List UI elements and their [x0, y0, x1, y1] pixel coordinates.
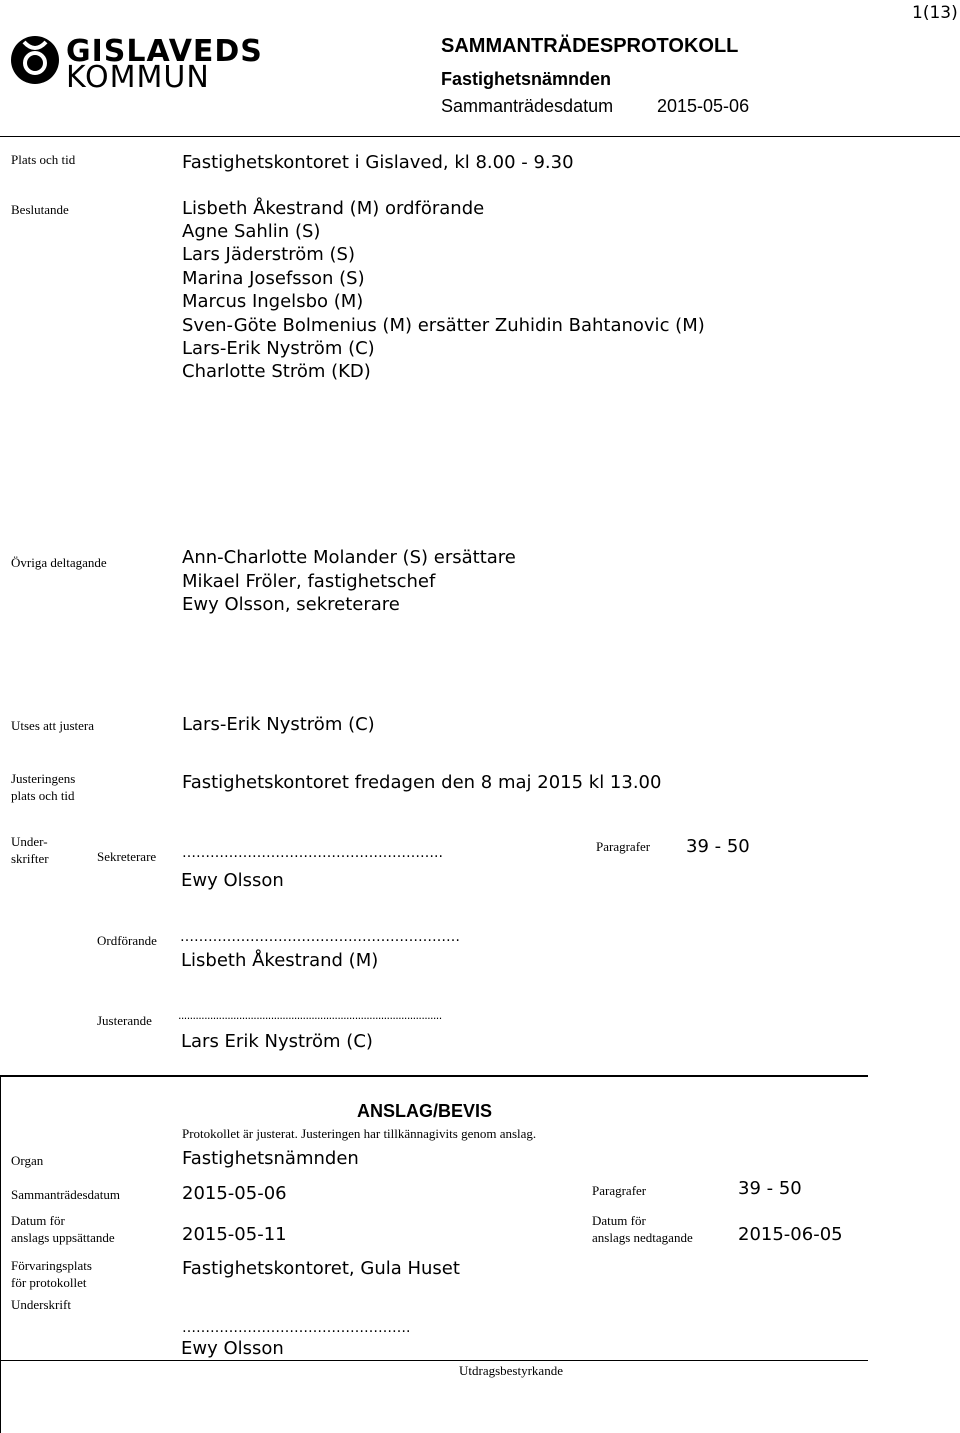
removed-value: 2015-06-05	[738, 1224, 843, 1245]
deciding-member: Lars Jäderström (S)	[182, 244, 355, 265]
organ-label: Organ	[11, 1153, 44, 1168]
deciding-member: Charlotte Ström (KD)	[182, 361, 371, 382]
adjust-place-value: Fastighetskontoret fredagen den 8 maj 2015 kl 13.00	[182, 772, 662, 793]
adjuster-sign-label: Justerande	[97, 1013, 152, 1028]
notice-top-border	[0, 1075, 868, 1077]
certified-label: Utdragsbestyrkande	[459, 1363, 563, 1378]
meeting-date-label: Sammanträdesdatum	[441, 96, 614, 116]
notice-bottom-rule	[0, 1360, 868, 1361]
adjust-place-label-2: plats och tid	[11, 788, 75, 803]
other-participant: Mikael Fröler, fastighetschef	[182, 571, 436, 592]
logo-line-1: GISLAVEDS	[66, 34, 263, 69]
page-number: 1(13)	[912, 3, 958, 23]
deciding-member: Marina Josefsson (S)	[182, 268, 365, 289]
paragraphs-value: 39 - 50	[686, 836, 750, 857]
adjuster-label: Utses att justera	[11, 718, 95, 733]
organ-value: Fastighetsnämnden	[182, 1148, 359, 1169]
paragraphs-label: Paragrafer	[596, 839, 651, 854]
deciding-member: Sven-Göte Bolmenius (M) ersätter Zuhidin Bahtanovic (M)	[182, 315, 705, 336]
deciding-member: Lisbeth Åkestrand (M) ordförande	[182, 198, 485, 219]
committee-name: Fastighetsnämnden	[441, 69, 612, 89]
secretary-signature-line: ………………………………………………..	[182, 845, 443, 861]
notice-signature-label: Underskrift	[11, 1297, 71, 1312]
storage-label-1: Förvaringsplats	[11, 1258, 92, 1273]
meeting-date-value: 2015-05-06	[657, 96, 750, 116]
removed-label-1: Datum för	[592, 1213, 646, 1228]
notice-date-value: 2015-05-06	[182, 1183, 287, 1204]
others-label: Övriga deltagande	[11, 555, 107, 570]
notice-left-border	[0, 1075, 1, 1433]
chair-label: Ordförande	[97, 933, 157, 948]
posted-label-2: anslags uppsättande	[11, 1230, 115, 1245]
signatures-label-1: Under-	[11, 834, 48, 849]
adjuster-value: Lars-Erik Nyström (C)	[182, 714, 375, 735]
header-divider	[0, 136, 960, 137]
chair-name: Lisbeth Åkestrand (M)	[181, 950, 379, 971]
gislaved-emblem-icon	[10, 32, 60, 88]
deciding-member: Lars-Erik Nyström (C)	[182, 338, 375, 359]
document-type: SAMMANTRÄDESPROTOKOLL	[441, 35, 739, 57]
other-participant: Ewy Olsson, sekreterare	[182, 594, 400, 615]
notice-signature-name: Ewy Olsson	[181, 1338, 284, 1359]
notice-signature-line: ………………………………………….	[182, 1320, 411, 1336]
chair-signature-line: ……………………………………………………	[180, 929, 460, 945]
place-value: Fastighetskontoret i Gislaved, kl 8.00 - 9.30	[182, 152, 574, 173]
notice-paragraphs-value: 39 - 50	[738, 1178, 802, 1199]
notice-paragraphs-label: Paragrafer	[592, 1183, 647, 1198]
posted-label-1: Datum för	[11, 1213, 65, 1228]
posted-value: 2015-05-11	[182, 1224, 287, 1245]
place-label: Plats och tid	[11, 152, 76, 167]
logo	[10, 32, 263, 95]
removed-label-2: anslags nedtagande	[592, 1230, 693, 1245]
notice-statement: Protokollet är justerat. Justeringen har tillkännagivits genom anslag.	[182, 1126, 537, 1141]
notice-date-label: Sammanträdesdatum	[11, 1187, 121, 1202]
deciding-label: Beslutande	[11, 202, 69, 217]
storage-label-2: för protokollet	[11, 1275, 87, 1290]
adjuster-signature-line: ...........................................................................................	[178, 1009, 442, 1022]
signatures-label-2: skrifter	[11, 851, 49, 866]
adjust-place-label-1: Justeringens	[11, 771, 76, 786]
storage-value: Fastighetskontoret, Gula Huset	[182, 1258, 460, 1279]
other-participant: Ann-Charlotte Molander (S) ersättare	[182, 547, 516, 568]
secretary-label: Sekreterare	[97, 849, 157, 864]
deciding-member: Marcus Ingelsbo (M)	[182, 291, 364, 312]
notice-title: ANSLAG/BEVIS	[357, 1101, 493, 1121]
secretary-name: Ewy Olsson	[181, 870, 284, 891]
deciding-member: Agne Sahlin (S)	[182, 221, 321, 242]
adjuster-sign-name: Lars Erik Nyström (C)	[181, 1031, 373, 1052]
logo-line-2: KOMMUN	[66, 60, 210, 95]
